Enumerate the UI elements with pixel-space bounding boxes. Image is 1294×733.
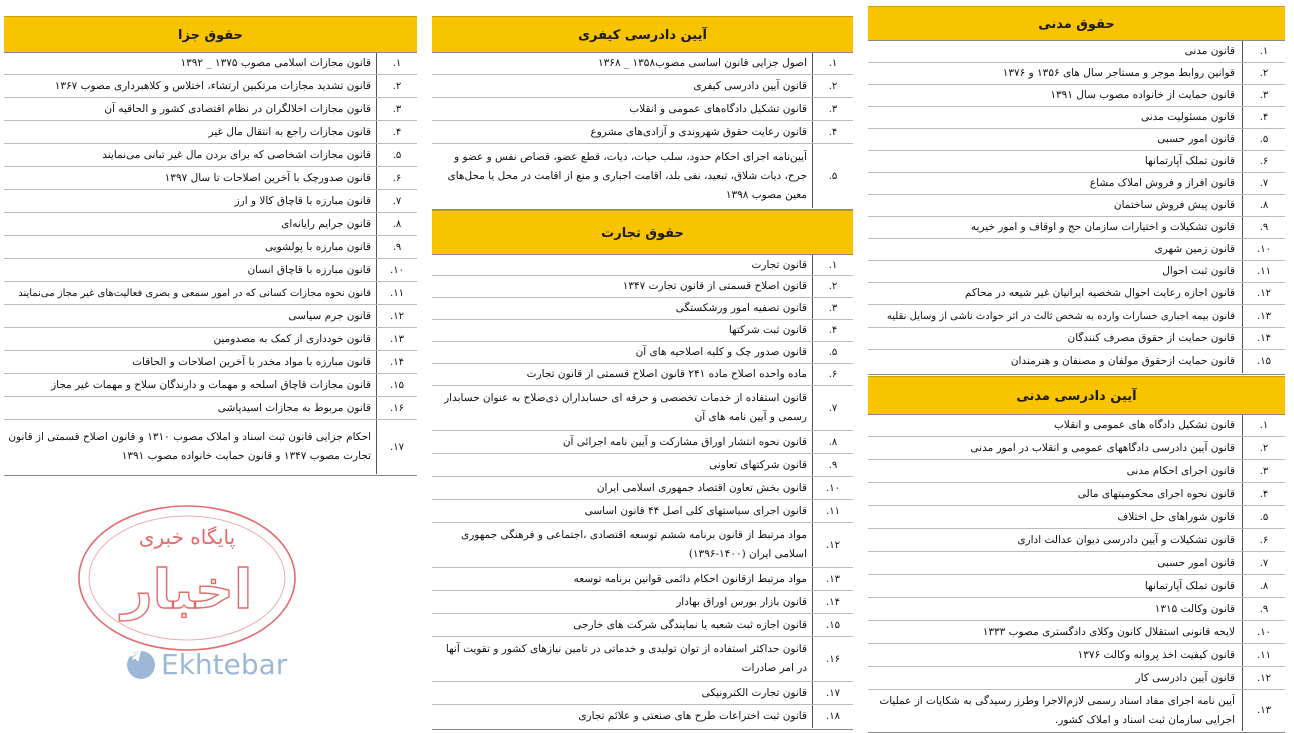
row-number: ۴. [812, 121, 853, 143]
law-title: قانون آیین دادرسی کار [1135, 671, 1235, 684]
row-number: ۱۰. [1242, 621, 1285, 643]
table-row [4, 75, 417, 98]
law-title: قانون مجازات قاچاق اسلحه و مهمات و دارندگان سلاح و مهمات غیر مجاز [51, 378, 371, 391]
row-number: ۴. [376, 121, 417, 143]
telegram-icon [127, 651, 155, 679]
row-number: ۲. [812, 276, 853, 297]
civil-procedure-header: آیین دادرسی مدنی [868, 376, 1285, 415]
law-title: قانون مجازات اشخاصی که برای بردن مال غیر تبانی می‌نمایند [102, 148, 371, 161]
table-row [4, 305, 417, 328]
law-title: قانون اجرای احکام مدنی [1126, 464, 1235, 477]
table-row [4, 144, 417, 167]
table-row [4, 190, 417, 213]
table-row [432, 276, 853, 298]
table-row [868, 283, 1285, 305]
table-row [868, 437, 1285, 460]
row-number: ۱۴. [1242, 328, 1285, 349]
table-row [432, 614, 853, 637]
law-title: قانون جرم سیاسی [288, 309, 371, 322]
law-title: قانون صدور چک و کلیه اصلاحیه های آن [635, 346, 807, 358]
law-title: قانون مسئولیت مدنی [1140, 111, 1235, 123]
table-row [868, 483, 1285, 506]
row-number: ۱۳. [1242, 690, 1285, 731]
table-row [432, 144, 853, 208]
criminal-law-header: حقوق جزا [4, 16, 417, 53]
law-title: قانون مجازات اخلالگران در نظام اقتصادی کشور و الحاقیه آن [104, 102, 371, 115]
table-row [432, 98, 853, 121]
row-number: ۹. [812, 454, 853, 476]
table-row [868, 506, 1285, 529]
table-row [868, 305, 1285, 328]
law-title: احکام جزایی قانون ثبت اسناد و املاک مصوب ۱۳۱۰ و قانون اصلاح قسمتی از قانون تجارت مصوب ۱۳۴۷ و قانون حمایت خانواده مصوب ۱۳۹۱ [8, 431, 371, 462]
table-row [868, 621, 1285, 644]
row-number: ۱۱. [812, 500, 853, 522]
law-title: قانون اجرای سیاستهای کلی اصل ۴۴ قانون اساسی [584, 504, 807, 517]
table-row [868, 415, 1285, 437]
table-row [4, 53, 417, 75]
law-title: قانون استفاده از خدمات تخصصی و حرفه ای حسابداران ذی‌صلاح به عنوان حسابدار رسمی و آیین نامه های آن [444, 392, 807, 423]
table-row [868, 107, 1285, 129]
row-number: ۱. [1242, 41, 1285, 62]
law-title: قانون تجارت الکترونیکی [701, 686, 807, 699]
law-title: قانون تملک آپارتمانها [1144, 155, 1235, 167]
table-row [432, 454, 853, 477]
row-number: ۹. [1242, 598, 1285, 620]
table-row [868, 552, 1285, 575]
table-row [868, 667, 1285, 690]
table-row [868, 644, 1285, 667]
law-title: قانون شرکتهای تعاونی [709, 458, 807, 471]
law-title: قانون مربوط به مجازات اسیدپاشی [217, 401, 371, 414]
law-title: اصول جزایی قانون اساسی مصوب۱۳۵۸ _ ۱۳۶۸ [598, 57, 807, 69]
law-title: قانون مجازات اسلامی مصوب ۱۳۷۵ _ ۱۳۹۲ [180, 57, 371, 69]
row-number: ۱۱. [1242, 261, 1285, 282]
table-row [432, 477, 853, 500]
criminal-law-table [4, 52, 417, 476]
law-title: قانون امور حسبی [1157, 556, 1235, 569]
row-number: ۶. [1242, 529, 1285, 551]
row-number: ۳. [1242, 460, 1285, 482]
law-title: قانون تصفیه امور ورشکستگی [675, 302, 807, 314]
row-number: ۵. [812, 144, 853, 208]
table-row [868, 195, 1285, 217]
table-row [432, 53, 853, 75]
row-number: ۲. [376, 75, 417, 97]
brand-line [127, 648, 287, 681]
law-title: قانون تملک آپارتمانها [1144, 579, 1235, 592]
table-row [432, 568, 853, 591]
row-number: ۱۶. [376, 397, 417, 419]
table-row [432, 75, 853, 98]
table-row [868, 328, 1285, 350]
law-title: قانون نحوه انتشار اوراق مشارکت و آیین نامه اجرائی آن [562, 435, 807, 448]
law-title: قانون مبارزه با مواد مخدر با آخرین اصلاحات و الحاقات [132, 355, 371, 368]
table-row [868, 529, 1285, 552]
row-number: ۴. [1242, 107, 1285, 128]
row-number: ۱۲. [1242, 283, 1285, 304]
law-title: قانون مبارزه با قاچاق کالا و ارز [234, 194, 371, 207]
law-title: قانون آیین دادرسی دادگاههای عمومی و انقلاب در امور مدنی [970, 441, 1235, 454]
law-title: قانون بخش تعاون اقتصاد جمهوری اسلامی ایران [596, 481, 807, 494]
row-number: ۴. [1242, 483, 1285, 505]
row-number: ۱۱. [376, 282, 417, 304]
row-number: ۹. [376, 236, 417, 258]
row-number: ۱. [812, 255, 853, 275]
table-row [868, 129, 1285, 151]
row-number: ۶. [376, 167, 417, 189]
table-row [868, 350, 1285, 373]
logo-tagline: پایگاه خبری [138, 525, 236, 549]
criminal-procedure-table [432, 52, 853, 210]
civil-law-header: حقوق مدنی [868, 6, 1285, 41]
law-title: قانون حداکثر استفاده از توان تولیدی و خدماتی در تامین نیازهای کشور و تقویت آنها در امر صادرات [445, 643, 807, 674]
law-title: قانون بیمه اجباری خسارات وارده به شخص ثالث در اثر حوادث ناشی از وسایل نقلیه [886, 310, 1235, 322]
law-title: مواد مرتبط از قانون برنامه ششم توسعه اقتصادی ،اجتماعی و فرهنگی جمهوری اسلامی ایران (۱۴۰۰-۱۳۹۶) [461, 529, 807, 560]
row-number: ۱۱. [1242, 644, 1285, 666]
law-title: قانون مجازات راجع به انتقال مال غیر [208, 125, 371, 138]
law-title: قانون تشکیل دادگاه های عمومی و انقلاب [1054, 419, 1235, 431]
table-row [868, 41, 1285, 63]
law-title: قانون اجازه ثبت شعبه یا نمایندگی شرکت های خارجی [573, 618, 807, 631]
law-title: قانون بازار بورس اوراق بهادار [676, 595, 807, 608]
table-row [868, 690, 1285, 731]
table-row [868, 239, 1285, 261]
table-row [4, 167, 417, 190]
row-number: ۲. [1242, 63, 1285, 84]
table-row [432, 523, 853, 568]
table-row [432, 298, 853, 320]
law-title: قانون تشکیلات و آیین دادرسی دیوان عدالت اداری [1017, 533, 1235, 546]
row-number: ۷. [1242, 552, 1285, 574]
table-row [868, 63, 1285, 85]
row-number: ۱۲. [376, 305, 417, 327]
row-number: ۱. [1242, 415, 1285, 436]
row-number: ۷. [812, 386, 853, 430]
row-number: ۱. [376, 53, 417, 74]
row-number: ۱۸. [812, 705, 853, 728]
table-row [432, 591, 853, 614]
row-number: ۸. [1242, 195, 1285, 216]
table-row [4, 259, 417, 282]
law-title: قانون ثبت اختراعات طرح های صنعتی و علائم تجاری [578, 710, 807, 722]
table-row [4, 328, 417, 351]
row-number: ۱۶. [812, 637, 853, 681]
law-title: قانون تشکیل دادگاه‌های عمومی و انقلاب [629, 102, 807, 115]
law-title: قانون تشکیلات و اختیارات سازمان حج و اوقاف و امور خیریه [970, 221, 1235, 233]
row-number: ۱۷. [812, 682, 853, 704]
law-title: قوانین روابط موجر و مستاجر سال های ۱۳۵۶ و ۱۳۷۶ [1002, 67, 1235, 79]
row-number: ۱۰. [376, 259, 417, 281]
law-title: قانون آیین دادرسی کیفری [693, 79, 807, 92]
row-number: ۲. [812, 75, 853, 97]
law-title: قانون نحوه اجرای محکومیتهای مالی [1077, 487, 1235, 500]
row-number: ۵. [1242, 506, 1285, 528]
law-title: قانون مبارزه با پولشویی [264, 240, 371, 253]
table-row [868, 151, 1285, 173]
table-row [432, 386, 853, 431]
law-title: قانون کیفیت اخذ پروانه وکالت ۱۳۷۶ [1077, 648, 1235, 661]
law-title: قانون مبارزه با قاچاق انسان [247, 263, 371, 276]
law-title: قانون پیش فروش ساختمان [1113, 199, 1235, 211]
table-row [868, 598, 1285, 621]
row-number: ۱. [812, 53, 853, 74]
table-row [432, 431, 853, 454]
row-number: ۱۲. [812, 523, 853, 567]
table-row [4, 420, 417, 474]
brand-name: Ekhtebar [161, 648, 288, 681]
law-title: قانون ثبت شرکتها [728, 324, 807, 336]
table-row [4, 397, 417, 420]
commercial-law-header: حقوق تجارت [432, 210, 853, 255]
row-number: ۲. [1242, 437, 1285, 459]
law-title: لایحه قانونی استقلال کانون وکلای دادگستری مصوب ۱۳۳۳ [982, 625, 1235, 638]
table-row [4, 121, 417, 144]
table-row [868, 85, 1285, 107]
law-title: آیین نامه اجرای مفاد اسناد رسمی لازم‌الاجرا وطرز رسیدگی به شکایات از عملیات اجرایی سازمان ثبت اسناد و املاک کشور. [879, 694, 1235, 726]
law-title: قانون حمایت از خانواده مصوب سال ۱۳۹۱ [1050, 89, 1235, 101]
logo-name: اخبار [121, 558, 253, 621]
law-title: قانون وکالت ۱۳۱۵ [1154, 602, 1235, 615]
table-row [868, 460, 1285, 483]
table-row [868, 261, 1285, 283]
law-title: قانون ثبت احوال [1162, 265, 1235, 277]
table-row [4, 98, 417, 121]
law-title: قانون رعایت حقوق شهروندی و آزادی‌های مشروع [590, 125, 807, 138]
law-title: قانون اجازه رعایت احوال شخصیه ایرانیان غیر شیعه در محاکم [964, 287, 1235, 299]
row-number: ۸. [812, 431, 853, 453]
law-title: قانون زمین شهری [1154, 243, 1235, 255]
row-number: ۱۵. [1242, 350, 1285, 373]
table-row [4, 236, 417, 259]
law-title: ماده واحده اصلاح ماده ۲۴۱ قانون اصلاح قسمتی از قانون تجارت [526, 368, 807, 380]
row-number: ۵. [376, 144, 417, 166]
table-row [432, 705, 853, 728]
ekhtebar-logo [75, 500, 315, 690]
law-title: قانون مدنی [1184, 45, 1235, 57]
table-row [432, 637, 853, 682]
row-number: ۷. [376, 190, 417, 212]
row-number: ۴. [812, 320, 853, 341]
table-row [4, 213, 417, 236]
table-row [4, 282, 417, 305]
table-row [432, 121, 853, 144]
table-row [432, 500, 853, 523]
law-title: قانون خودداری از کمک به مصدومین [213, 332, 371, 345]
table-row [868, 173, 1285, 195]
law-title: قانون امور حسبی [1157, 133, 1235, 145]
row-number: ۱۷. [376, 420, 417, 474]
row-number: ۱۴. [812, 591, 853, 613]
row-number: ۷. [1242, 173, 1285, 194]
civil-law-table [868, 40, 1285, 375]
law-title: قانون صدورچک با آخرین اصلاحات تا سال ۱۳۹۷ [164, 171, 371, 184]
row-number: ۱۰. [812, 477, 853, 499]
civil-procedure-table [868, 414, 1285, 733]
criminal-procedure-header: آیین دادرسی کیفری [432, 16, 853, 53]
law-title: قانون نحوه مجازات کسانی که در امور سمعی و بصری فعالیت‌های غیر مجاز می‌نمایند [18, 287, 371, 299]
table-row [432, 255, 853, 276]
table-row [4, 351, 417, 374]
commercial-law-table [432, 254, 853, 730]
row-number: ۵. [1242, 129, 1285, 150]
table-row [4, 374, 417, 397]
row-number: ۱۵. [376, 374, 417, 396]
row-number: ۶. [1242, 151, 1285, 172]
law-title: قانون حمایت از حقوق مصرف کنندگان [1067, 332, 1235, 344]
row-number: ۱۳. [376, 328, 417, 350]
law-title: قانون اصلاح قسمتی از قانون تجارت ۱۳۴۷ [622, 280, 807, 292]
table-row [432, 320, 853, 342]
table-row [868, 217, 1285, 239]
row-number: ۱۳. [812, 568, 853, 590]
row-number: ۵. [812, 342, 853, 363]
row-number: ۶. [812, 364, 853, 385]
row-number: ۱۴. [376, 351, 417, 373]
table-row [432, 364, 853, 386]
law-title: قانون شوراهای حل اختلاف [1117, 510, 1235, 523]
row-number: ۳. [1242, 85, 1285, 106]
law-title: قانون حمایت ازحقوق مولفان و مصنفان و هنرمندان [1010, 355, 1235, 367]
row-number: ۹. [1242, 217, 1285, 238]
law-title: قانون جرایم رایانه‌ای [281, 217, 371, 230]
row-number: ۳. [812, 298, 853, 319]
row-number: ۳. [376, 98, 417, 120]
law-title: مواد مرتبط ازقانون احکام دائمی قوانین برنامه توسعه [573, 572, 807, 585]
row-number: ۸. [1242, 575, 1285, 597]
table-row [432, 342, 853, 364]
law-title: قانون افراز و فروش املاک مشاع [1089, 177, 1235, 189]
law-title: قانون تشدید مجازات مرتکبین ارتشاء، اختلاس و کلاهبرداری مصوب ۱۳۶۷ [54, 79, 371, 92]
row-number: ۱۳. [1242, 305, 1285, 327]
row-number: ۱۵. [812, 614, 853, 636]
table-row [432, 682, 853, 705]
table-row [868, 575, 1285, 598]
row-number: ۳. [812, 98, 853, 120]
row-number: ۸. [376, 213, 417, 235]
row-number: ۱۲. [1242, 667, 1285, 689]
row-number: ۱۰. [1242, 239, 1285, 260]
law-title: آیین‌نامه اجرای احکام حدود، سلب حیات، دیات، قطع عضو، قصاص نفس و عضو و جرح، دیات شلاق، تبعید، نفی بلد، اقامت اجباری و منع از اقامت در محل یا محل‌های معین مصوب ۱۳۹۸ [447, 150, 807, 201]
law-title: قانون تجارت [751, 258, 807, 271]
